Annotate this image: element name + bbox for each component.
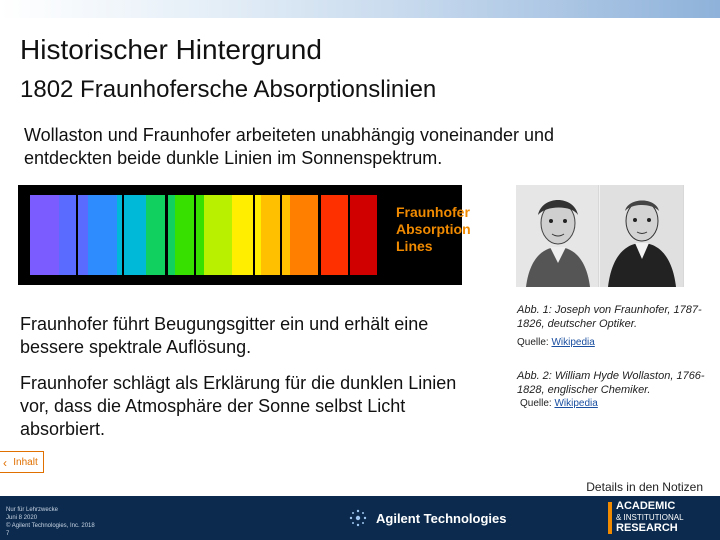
source-2 bbox=[520, 398, 598, 409]
spectrum-image bbox=[18, 185, 471, 285]
intro-text: Wollaston und Fraunhofer arbeiteten unabhängig voneinander und entdeckten beide dunkle Linien im Sonnenspektrum. bbox=[24, 125, 555, 168]
absorption-line bbox=[253, 195, 255, 275]
bullet-beugungsgitter: Fraunhofer führt Beugungsgitter ein und erhält eine bessere spektrale Auflösung. bbox=[20, 314, 429, 357]
header-gradient-band bbox=[0, 0, 720, 18]
spectrum-band bbox=[146, 195, 175, 275]
logo-accent-bar bbox=[608, 502, 612, 534]
spectrum-band bbox=[204, 195, 233, 275]
bullet-atmosphaere: Fraunhofer schlägt als Erklärung für die dunklen Linien vor, dass die Atmosphäre der Sonne selbst Licht absorbiert. bbox=[20, 373, 457, 439]
figure-caption-1: Abb. 1: Joseph von Fraunhofer, 1787-1826, deutscher Optiker. bbox=[517, 304, 702, 330]
absorption-line bbox=[194, 195, 196, 275]
slide-title: Historischer Hintergrund bbox=[20, 34, 322, 65]
spectrum-band bbox=[30, 195, 59, 275]
spectrum-band bbox=[348, 195, 377, 275]
wikipedia-link[interactable]: Wikipedia bbox=[554, 398, 598, 409]
spectrum-band bbox=[88, 195, 117, 275]
logo-line: & INSTITUTIONAL bbox=[616, 513, 684, 522]
inhalt-label: Inhalt bbox=[13, 457, 38, 468]
inhalt-button[interactable] bbox=[0, 451, 44, 473]
absorption-line bbox=[318, 195, 321, 275]
footer-meta-line: © Agilent Technologies, Inc. 2018 bbox=[6, 523, 95, 529]
absorption-line bbox=[76, 195, 78, 275]
footer-meta-line: Nur für Lehrzwecke bbox=[6, 507, 59, 513]
spectrum-band bbox=[261, 195, 290, 275]
spectrum-band bbox=[319, 195, 348, 275]
absorption-line bbox=[280, 195, 282, 275]
absorption-line bbox=[122, 195, 124, 275]
source-label: Quelle: bbox=[520, 398, 555, 409]
caption-line: Fraunhofer bbox=[396, 204, 470, 220]
portrait-fraunhofer bbox=[516, 185, 599, 287]
spectrum-band bbox=[290, 195, 319, 275]
portrait-wollaston bbox=[600, 185, 684, 287]
footer-meta bbox=[6, 506, 95, 538]
footer-meta-line: Juni 8 2020 bbox=[6, 515, 38, 521]
logo-line: RESEARCH bbox=[616, 522, 678, 534]
figure-caption-2: Abb. 2: William Hyde Wollaston, 1766-1828, englischer Chemiker. bbox=[517, 370, 705, 396]
wikipedia-link[interactable]: Wikipedia bbox=[551, 337, 595, 348]
caption-line: Lines bbox=[396, 238, 433, 254]
source-1 bbox=[517, 337, 595, 348]
footer-meta-line: 7 bbox=[6, 531, 10, 537]
chevron-left-icon: ‹ bbox=[3, 456, 7, 470]
portraits-image bbox=[516, 185, 683, 287]
notes-hint: Details in den Notizen bbox=[586, 480, 703, 494]
academic-research-logo bbox=[608, 500, 720, 540]
source-label: Quelle: bbox=[517, 337, 552, 348]
spectrum-bands bbox=[30, 195, 377, 275]
spectrum-band bbox=[59, 195, 88, 275]
spectrum-band bbox=[232, 195, 261, 275]
spectrum-caption bbox=[396, 204, 471, 255]
absorption-line bbox=[348, 195, 350, 275]
agilent-spark-icon bbox=[348, 508, 368, 528]
logo-line: ACADEMIC bbox=[616, 500, 676, 512]
slide-subtitle: 1802 Fraunhofersche Absorptionslinien bbox=[20, 76, 437, 103]
agilent-logo bbox=[348, 508, 507, 528]
brand-name: Agilent Technologies bbox=[376, 510, 507, 526]
caption-line: Absorption bbox=[396, 221, 471, 237]
absorption-line bbox=[165, 195, 168, 275]
spectrum-band bbox=[175, 195, 204, 275]
